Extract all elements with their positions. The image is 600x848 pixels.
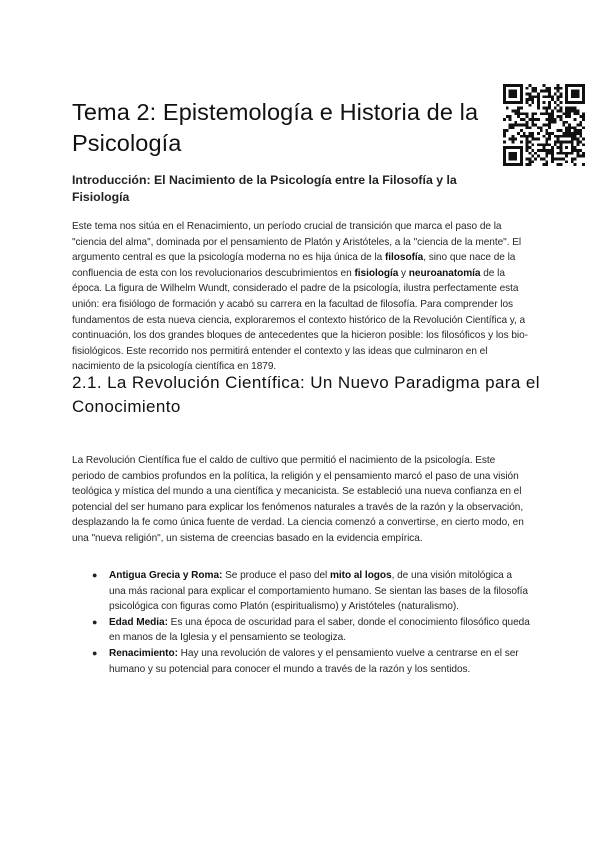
list-item	[92, 568, 530, 615]
list-item-label: Antigua Grecia y Roma:	[109, 570, 223, 581]
list-item-label: Renacimiento:	[109, 647, 178, 659]
list-item-label: Edad Media:	[109, 616, 168, 628]
qr-code-icon	[503, 84, 585, 166]
intro-heading: Introducción: El Nacimiento de la Psicología entre la Filosofía y la Fisiología	[72, 173, 457, 204]
intro-text-1: Este tema nos sitúa en el Renacimiento, un período crucial de transición que marca el paso de la "ciencia del alma", dominada por el pensamiento de Platón y Aristóteles, a la "ciencia de la mente". El argumento central es que la psicología moderna no es hija única de la	[72, 221, 522, 264]
list-item-text-end: , de una visión mitológica a una más racional para explicar el comportamiento humano. Se sientan las bases de la filosofía psicológica con figuras como Platón (espiritualismo) y Aristóteles (naturalismo).	[109, 570, 528, 613]
intro-bold-fisiologia: fisiología	[354, 267, 399, 279]
list-item-text: Se produce el paso del	[222, 570, 330, 581]
intro-text-3: y	[398, 267, 409, 279]
bullet-icon: ●	[92, 616, 98, 627]
bullet-list	[92, 568, 530, 677]
intro-bold-neuroanatomia: neuroanatomía	[408, 267, 481, 279]
page-title: Tema 2: Epistemología e Historia de la Psicología	[72, 99, 479, 156]
intro-paragraph	[72, 219, 530, 375]
section-heading: 2.1. La Revolución Científica: Un Nuevo Paradigma para el Conocimiento	[72, 373, 540, 416]
intro-bold-filosofia: filosofía	[384, 252, 424, 264]
list-item	[92, 646, 530, 677]
section-paragraph: La Revolución Científica fue el caldo de cultivo que permitió el nacimiento de la psicología. Este periodo de cambios profundos en la política, la religión y el pensamiento marcó el paso de una visión teológica y mística del mundo a una científica y mecanicista. Se estableció una nueva confianza en el potencial del ser humano para explicar los fenómenos naturales a través de la razón y la observación, desplazando la fe como única fuente de verdad. La ciencia comenzó a convertirse, en cierto modo, en una "nueva religión", un sistema de creencias basado en la evidencia empírica.	[72, 455, 524, 544]
list-item-bold: mito al logos	[330, 570, 392, 581]
list-item-text: Hay una revolución de valores y el pensamiento vuelve a centrarse en el ser humano y su potencial para conocer el mundo a través de la razón y los sentidos.	[109, 647, 519, 675]
bullet-icon: ●	[92, 570, 98, 580]
list-item	[92, 615, 530, 646]
bullet-icon: ●	[92, 647, 98, 658]
intro-text-2: , sino que nace de la confluencia de esta con los revolucionarios descubrimientos en	[72, 252, 516, 279]
intro-text-4: de la época. La figura de Wilhelm Wundt, considerado el padre de la psicología, ilustra perfectamente esta unión: era fisiólogo de formación y acabó su carrera en la facultad de filosofía. Para comprender los fundamentos de esta nueva ciencia, exploraremos el contexto histórico de la Revolución Científica y, a continuación, los dos grandes bloques de antecedentes que la hicieron posible: los filosóficos y los bio-fisiológicos. Este recorrido nos permitirá entender el contexto y las ideas que culminaron en el nacimiento de la psicología científica en 1879.	[72, 267, 528, 373]
list-item-text: Es una época de oscuridad para el saber, donde el conocimiento filosófico queda en manos de la Iglesia y el pensamiento se teologiza.	[109, 616, 530, 644]
